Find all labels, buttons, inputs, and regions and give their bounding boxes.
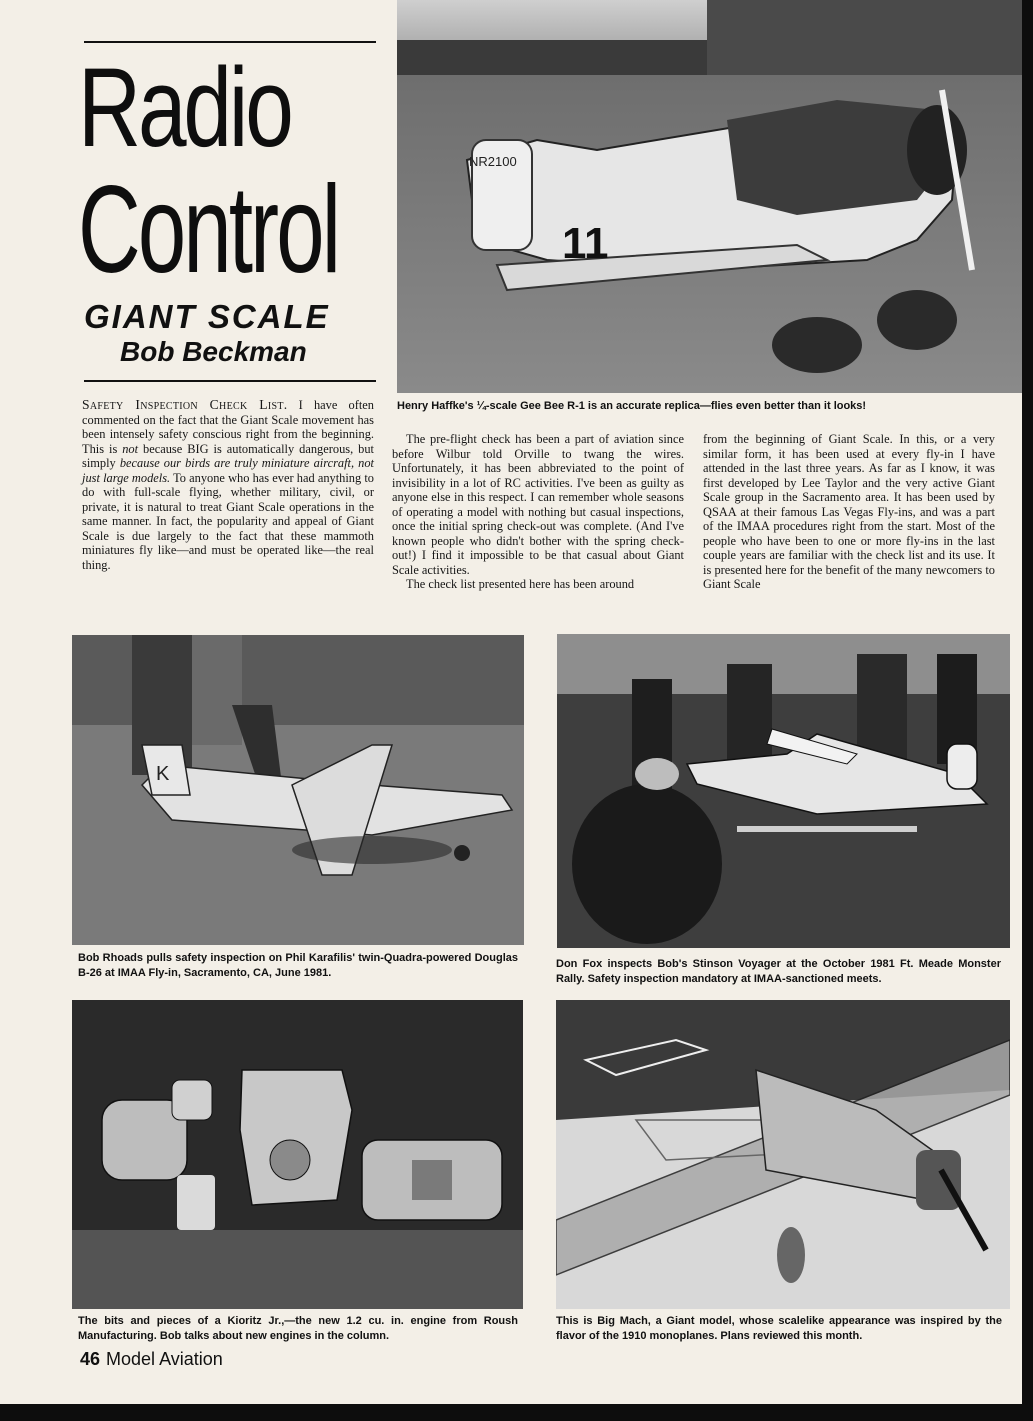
b26-tail-letter: K [156, 763, 170, 785]
gee-bee-race-number: 11 [562, 219, 609, 268]
b26-illustration [72, 635, 524, 945]
header-top-rule [84, 41, 376, 43]
gee-bee-illustration [397, 0, 1022, 393]
title-radio: Radio [78, 45, 291, 170]
lead-in: Safety Inspection Check List. [82, 397, 288, 412]
photo-engine-parts [72, 1000, 523, 1309]
engine-parts-illustration [72, 1000, 523, 1309]
col2-paragraph-2: The check list presented here has been around [406, 577, 635, 591]
caption-stinson: Don Fox inspects Bob's Stinson Voyager at the October 1981 Ft. Meade Monster Rally. Safety inspection mandatory at IMAA-sanctioned meets. [556, 958, 1001, 985]
body-column-2 [392, 432, 684, 592]
subtitle-giant-scale: GIANT SCALE [84, 298, 330, 335]
page-folio [80, 1349, 223, 1370]
col3-paragraph: from the beginning of Giant Scale. In this, or a very similar form, it has been used at every fly-in I have attended in the last three years. As far as I know, it was first developed by Lee Taylor and the very active Giant Scale group in the Sacramento area. It has been used by QSAA at their famous Las Vegas Fly-ins, and was a part of the IMAA procedures right from the start. Most of the people who have been to one or more fly-ins in the last couple years are familiar with the check list and its use. It is presented here for the benefit of the many newcomers to Giant Scale [703, 432, 995, 591]
caption-gee-bee: Henry Haffke's ¼-scale Gee Bee R-1 is an accurate replica—flies even better than it looks! [397, 400, 867, 412]
header-bottom-rule [84, 380, 376, 382]
col1-text-b: because BIG is automatically dangerous, but simply [82, 441, 374, 470]
col1-emphasis-not: not [122, 441, 139, 456]
caption-big-mach: This is Big Mach, a Giant model, whose scalelike appearance was inspired by the flavor of the 1910 monoplanes. Plans reviewed this month. [556, 1315, 1002, 1342]
stinson-illustration [557, 634, 1010, 948]
author-name: Bob Beckman [120, 336, 307, 367]
photo-b26 [72, 635, 524, 945]
col1-emphasis-miniature: because our birds are truly miniature aircraft, not just large models. [82, 456, 374, 485]
col1-text-a: I have often commented on the fact that the Giant Scale movement has been intensely safety conscious right from the beginning. This is [82, 398, 374, 456]
caption-engine: The bits and pieces of a Kioritz Jr.,—the new 1.2 cu. in. engine from Roush Manufacturing. Bob talks about new engines in the column. [78, 1315, 518, 1342]
body-column-1 [82, 398, 374, 572]
col1-text-c: To anyone who has ever had anything to do with full-scale flying, whether military, civil, or private, it is natural to treat Giant Scale operations in the same manner. In fact, the popularity and appeal of Giant Scale is due largely to the fact that these mammoth miniatures fly like—and must be operated like—the real thing. [82, 470, 374, 572]
caption-b26: Bob Rhoads pulls safety inspection on Phil Karafilis' twin-Quadra-powered Douglas B-26 at IMAA Fly-in, Sacramento, CA, June 1981. [78, 952, 518, 979]
big-mach-illustration [556, 1000, 1010, 1309]
gee-bee-registration: NR2100 [469, 154, 517, 169]
body-column-3 [703, 432, 995, 592]
photo-stinson [557, 634, 1010, 948]
page-number: 46 [80, 1349, 101, 1369]
title-control: Control [78, 161, 339, 299]
col2-paragraph-1: The pre-flight check has been a part of aviation since before Wilbur told Orville to twang the wires. Unfortunately, it has been abbreviated to the point of invisibility in a lot of RC activities. I've been as guilty as anyone else in this respect. I can remember whole seasons of operating a model with nothing but casual inspections, once the initial spring check-out was complete. (And I've known people who didn't bother with the spring check-out!) I find it impossible to be that casual about Giant Scale activities. [392, 432, 684, 577]
magazine-name: Model Aviation [106, 1349, 223, 1369]
photo-big-mach [556, 1000, 1010, 1309]
photo-gee-bee [397, 0, 1022, 393]
